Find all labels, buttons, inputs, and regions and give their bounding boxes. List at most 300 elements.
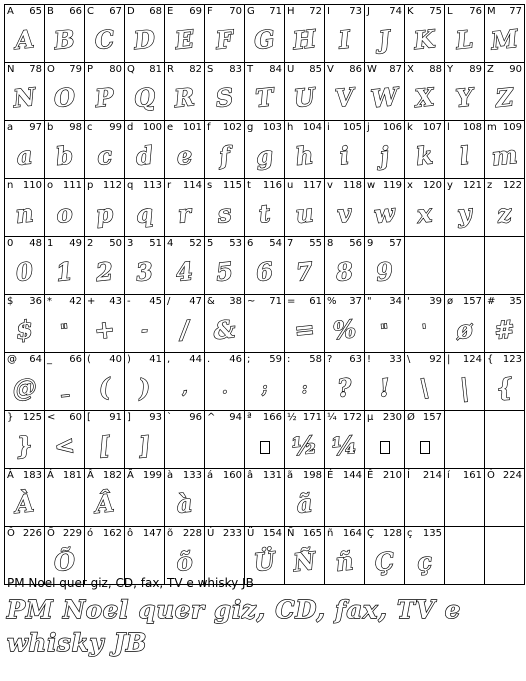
char-cell (285, 5, 325, 63)
char-name: a (7, 122, 14, 133)
sample-text-preview: PM Noel quer giz, CD, fax, TV e whisky JB (7, 595, 462, 657)
glyph-preview: t (257, 198, 272, 229)
char-name: } (7, 412, 14, 423)
char-code: 144 (342, 470, 362, 481)
glyph-preview: 4 (174, 256, 195, 287)
glyph-preview: D (132, 23, 157, 56)
glyph-preview: o (54, 198, 74, 229)
character-map-grid (4, 4, 525, 585)
char-meta (167, 180, 202, 192)
char-meta (447, 6, 482, 18)
glyph-preview: W (369, 81, 400, 114)
char-cell (405, 121, 445, 179)
char-name: É (327, 470, 334, 481)
char-code: 103 (262, 122, 282, 133)
char-name: k (407, 122, 413, 133)
char-name: G (247, 6, 255, 17)
char-name: Õ (47, 528, 55, 539)
char-name: % (327, 296, 337, 307)
char-meta (87, 180, 122, 192)
char-meta (407, 470, 442, 482)
char-code: 111 (62, 180, 82, 191)
char-cell (285, 469, 325, 527)
char-code: 83 (229, 64, 242, 75)
glyph-preview: Z (494, 82, 515, 113)
char-cell (365, 469, 405, 527)
char-cell (245, 469, 285, 527)
char-meta (207, 470, 242, 482)
char-code: 59 (269, 354, 282, 365)
char-code: 166 (262, 412, 282, 423)
glyph-preview: } (15, 430, 34, 461)
char-cell (245, 121, 285, 179)
char-code: 90 (509, 64, 522, 75)
glyph-preview (245, 311, 284, 315)
char-meta (47, 412, 82, 424)
char-name: t (247, 180, 251, 191)
glyph-preview: i (338, 140, 351, 171)
char-meta (207, 238, 242, 250)
char-code: 74 (389, 6, 402, 17)
char-code: 37 (349, 296, 362, 307)
char-code: 116 (262, 180, 282, 191)
char-code: 85 (309, 64, 322, 75)
char-name: Ú (207, 528, 215, 539)
grid-row (5, 411, 525, 469)
glyph-preview: , (180, 378, 189, 398)
char-name: _ (47, 354, 52, 365)
glyph-preview (5, 543, 44, 547)
glyph-preview: u (294, 198, 315, 229)
char-code: 50 (109, 238, 122, 249)
glyph-preview: V (333, 82, 356, 113)
empty-cell (485, 411, 525, 469)
char-code: 89 (469, 64, 482, 75)
char-code: 34 (389, 296, 402, 307)
char-name: â (247, 470, 254, 481)
char-meta (47, 296, 82, 308)
glyph-preview: 1 (54, 256, 75, 287)
char-cell (85, 411, 125, 469)
missing-glyph-box (245, 429, 284, 463)
char-meta (367, 528, 402, 540)
char-code: 162 (102, 528, 122, 539)
glyph-preview: N (12, 81, 37, 114)
char-code: 70 (229, 6, 242, 17)
glyph-preview: F (214, 24, 235, 55)
glyph-preview: j (378, 140, 391, 171)
char-meta (487, 6, 522, 18)
char-code: 229 (62, 528, 82, 539)
char-meta (407, 64, 442, 76)
glyph-preview: d (134, 140, 155, 171)
char-code: 164 (342, 528, 362, 539)
char-name: 1 (47, 238, 54, 249)
char-code: 183 (22, 470, 42, 481)
glyph-preview: Q (132, 81, 157, 114)
char-cell (85, 469, 125, 527)
char-cell (405, 469, 445, 527)
char-cell (365, 179, 405, 237)
glyph-preview: c (95, 140, 114, 171)
char-code: 121 (462, 180, 482, 191)
char-code: 69 (189, 6, 202, 17)
glyph-preview: / (178, 314, 191, 345)
char-meta (7, 180, 42, 192)
char-cell (85, 121, 125, 179)
char-name: R (167, 64, 174, 75)
char-cell (405, 63, 445, 121)
char-meta (247, 64, 282, 76)
char-name: , (167, 354, 171, 365)
char-name: ! (367, 354, 372, 365)
char-meta (47, 238, 82, 250)
char-name: : (287, 354, 291, 365)
glyph-preview: 3 (134, 256, 155, 287)
glyph-preview: $ (14, 314, 35, 345)
char-cell (485, 179, 525, 237)
char-name: + (87, 296, 96, 307)
char-name: . (207, 354, 211, 365)
glyph-preview (365, 485, 404, 489)
glyph-preview (205, 543, 244, 547)
char-code: 94 (229, 412, 242, 423)
char-name: ( (87, 354, 91, 365)
char-code: 109 (502, 122, 522, 133)
char-meta (447, 122, 482, 134)
char-code: 72 (309, 6, 322, 17)
glyph-preview: 8 (334, 256, 355, 287)
glyph-preview: x (415, 198, 434, 229)
char-code: 119 (382, 180, 402, 191)
char-cell (165, 411, 205, 469)
char-cell (405, 179, 445, 237)
char-cell (205, 353, 245, 411)
char-meta (447, 470, 482, 482)
char-name: µ (367, 412, 374, 423)
char-code: 172 (342, 412, 362, 423)
char-meta (287, 528, 322, 540)
char-name: & (207, 296, 215, 307)
char-cell (325, 5, 365, 63)
char-code: 44 (189, 354, 202, 365)
glyph-preview: J (377, 24, 392, 55)
char-name: x (407, 180, 413, 191)
char-meta (407, 296, 442, 308)
char-name: c (87, 122, 93, 133)
char-meta (287, 238, 322, 250)
char-meta (87, 296, 122, 308)
char-code: 99 (109, 122, 122, 133)
char-code: 66 (69, 6, 82, 17)
char-meta (47, 6, 82, 18)
char-name: @ (7, 354, 17, 365)
empty-cell (445, 527, 485, 585)
char-cell (245, 237, 285, 295)
char-meta (7, 122, 42, 134)
char-name: ^ (207, 412, 216, 423)
char-cell (85, 353, 125, 411)
glyph-preview: M (489, 23, 520, 56)
char-meta (367, 412, 402, 424)
char-code: 105 (342, 122, 362, 133)
char-code: 135 (422, 528, 442, 539)
char-cell (485, 353, 525, 411)
char-meta (167, 238, 202, 250)
char-code: 181 (62, 470, 82, 481)
char-meta (7, 238, 42, 250)
char-code: 154 (262, 528, 282, 539)
char-code: 131 (262, 470, 282, 481)
char-code: 43 (109, 296, 122, 307)
grid-row (5, 63, 525, 121)
glyph-preview: ' (421, 320, 428, 340)
char-cell (45, 121, 85, 179)
glyph-preview: R (173, 82, 196, 113)
char-meta (207, 180, 242, 192)
char-cell (365, 527, 405, 585)
char-code: 65 (29, 6, 42, 17)
char-code: 147 (142, 528, 162, 539)
char-name: ] (127, 412, 131, 423)
grid-row (5, 237, 525, 295)
char-cell (365, 353, 405, 411)
char-meta (327, 470, 362, 482)
char-cell (285, 63, 325, 121)
char-name: 4 (167, 238, 174, 249)
char-name: [ (87, 412, 91, 423)
char-meta (447, 354, 482, 366)
glyph-preview: ! (377, 372, 392, 403)
char-cell (85, 5, 125, 63)
glyph-preview: m (490, 139, 519, 172)
char-name: y (447, 180, 453, 191)
char-name: \ (407, 354, 411, 365)
glyph-preview: y (455, 198, 473, 229)
char-name: ; (247, 354, 251, 365)
char-cell (45, 5, 85, 63)
empty-cell (485, 527, 525, 585)
char-code: 71 (269, 6, 282, 17)
char-code: 107 (422, 122, 442, 133)
char-cell (5, 179, 45, 237)
glyph-preview: l (458, 140, 471, 171)
char-cell (205, 5, 245, 63)
glyph-preview (245, 485, 284, 489)
char-cell (45, 295, 85, 353)
char-meta (127, 354, 162, 366)
glyph-preview: S (214, 82, 235, 113)
grid-row (5, 353, 525, 411)
char-meta (127, 122, 162, 134)
char-cell (125, 63, 165, 121)
char-cell (245, 353, 285, 411)
char-code: 122 (502, 180, 522, 191)
glyph-preview (205, 427, 244, 431)
char-code: 46 (229, 354, 242, 365)
glyph-preview: w (372, 198, 397, 230)
char-meta (487, 64, 522, 76)
char-name: | (447, 354, 451, 365)
char-cell (365, 121, 405, 179)
char-code: 53 (229, 238, 242, 249)
char-name: { (487, 354, 494, 365)
char-cell (405, 295, 445, 353)
glyph-preview: < (52, 430, 76, 461)
char-meta (207, 412, 242, 424)
glyph-preview: r (176, 198, 193, 229)
char-code: 199 (142, 470, 162, 481)
char-name: ? (327, 354, 333, 365)
char-meta (47, 64, 82, 76)
char-name: < (47, 412, 56, 423)
char-code: 118 (342, 180, 362, 191)
char-cell (5, 63, 45, 121)
char-cell (205, 63, 245, 121)
char-meta (287, 296, 322, 308)
char-cell (165, 237, 205, 295)
char-cell (285, 237, 325, 295)
char-cell (85, 63, 125, 121)
char-name: o (47, 180, 54, 191)
char-meta (127, 238, 162, 250)
char-name: Ñ (287, 528, 295, 539)
char-code: 57 (389, 238, 402, 249)
char-cell (285, 179, 325, 237)
char-cell (125, 179, 165, 237)
char-meta (87, 238, 122, 250)
char-cell (165, 295, 205, 353)
char-cell (165, 121, 205, 179)
char-cell (365, 411, 405, 469)
glyph-preview: à (175, 488, 194, 519)
char-code: 60 (69, 412, 82, 423)
char-meta (367, 64, 402, 76)
char-cell (365, 295, 405, 353)
char-cell (45, 353, 85, 411)
char-code: 115 (222, 180, 242, 191)
char-name: H (287, 6, 295, 17)
char-name: h (287, 122, 294, 133)
glyph-preview: v (335, 198, 353, 229)
char-meta (327, 412, 362, 424)
char-meta (47, 122, 82, 134)
char-code: 84 (269, 64, 282, 75)
char-name: ½ (287, 412, 297, 423)
glyph-preview: 2 (94, 256, 115, 287)
glyph-preview: % (331, 313, 358, 346)
glyph-preview: [ (97, 430, 112, 461)
char-cell (325, 295, 365, 353)
char-cell (325, 353, 365, 411)
char-meta (247, 180, 282, 192)
char-cell (5, 411, 45, 469)
char-meta (87, 64, 122, 76)
char-meta (7, 470, 42, 482)
char-code: 78 (29, 64, 42, 75)
char-code: 230 (382, 412, 402, 423)
char-meta (47, 354, 82, 366)
char-name: V (327, 64, 334, 75)
char-name: I (327, 6, 330, 17)
char-meta (127, 6, 162, 18)
grid-row (5, 5, 525, 63)
char-name: ñ (327, 528, 334, 539)
glyph-preview: - (140, 320, 149, 340)
char-code: 160 (222, 470, 242, 481)
glyph-preview (485, 485, 524, 489)
char-meta (487, 296, 522, 308)
char-meta (167, 64, 202, 76)
grid-row (5, 179, 525, 237)
char-cell (325, 411, 365, 469)
char-cell (405, 5, 445, 63)
char-meta (7, 412, 42, 424)
char-code: 38 (229, 296, 242, 307)
glyph-preview: \ (418, 372, 431, 403)
char-meta (247, 6, 282, 18)
char-name: N (7, 64, 15, 75)
char-cell (325, 527, 365, 585)
char-meta (7, 528, 42, 540)
char-code: 210 (382, 470, 402, 481)
char-meta (407, 6, 442, 18)
char-name: T (247, 64, 254, 75)
char-code: 101 (182, 122, 202, 133)
glyph-preview: Ñ (292, 545, 317, 578)
char-meta (127, 528, 162, 540)
char-meta (327, 6, 362, 18)
glyph-preview: B (52, 24, 77, 55)
char-cell (5, 121, 45, 179)
char-name: # (487, 296, 496, 307)
char-code: 40 (109, 354, 122, 365)
char-code: 87 (389, 64, 402, 75)
char-meta (167, 354, 202, 366)
char-code: 228 (182, 528, 202, 539)
char-cell (5, 469, 45, 527)
char-cell (5, 353, 45, 411)
empty-cell (445, 237, 485, 295)
char-meta (287, 470, 322, 482)
char-meta (87, 528, 122, 540)
char-cell (365, 63, 405, 121)
char-code: 48 (29, 238, 42, 249)
char-meta (287, 180, 322, 192)
char-code: 233 (222, 528, 242, 539)
char-cell (445, 5, 485, 63)
char-meta (367, 470, 402, 482)
char-name: w (367, 180, 376, 191)
char-meta (287, 122, 322, 134)
glyph-preview: G (252, 24, 277, 55)
char-meta (207, 528, 242, 540)
char-code: 64 (29, 354, 42, 365)
char-meta (87, 412, 122, 424)
char-code: 161 (462, 470, 482, 481)
char-cell (165, 469, 205, 527)
char-name: U (287, 64, 295, 75)
char-code: 81 (149, 64, 162, 75)
empty-cell (405, 237, 445, 295)
char-cell (45, 469, 85, 527)
char-meta (127, 470, 162, 482)
char-cell (245, 295, 285, 353)
char-cell (445, 63, 485, 121)
char-name: d (127, 122, 134, 133)
char-meta (47, 470, 82, 482)
glyph-preview: ø (454, 314, 474, 345)
